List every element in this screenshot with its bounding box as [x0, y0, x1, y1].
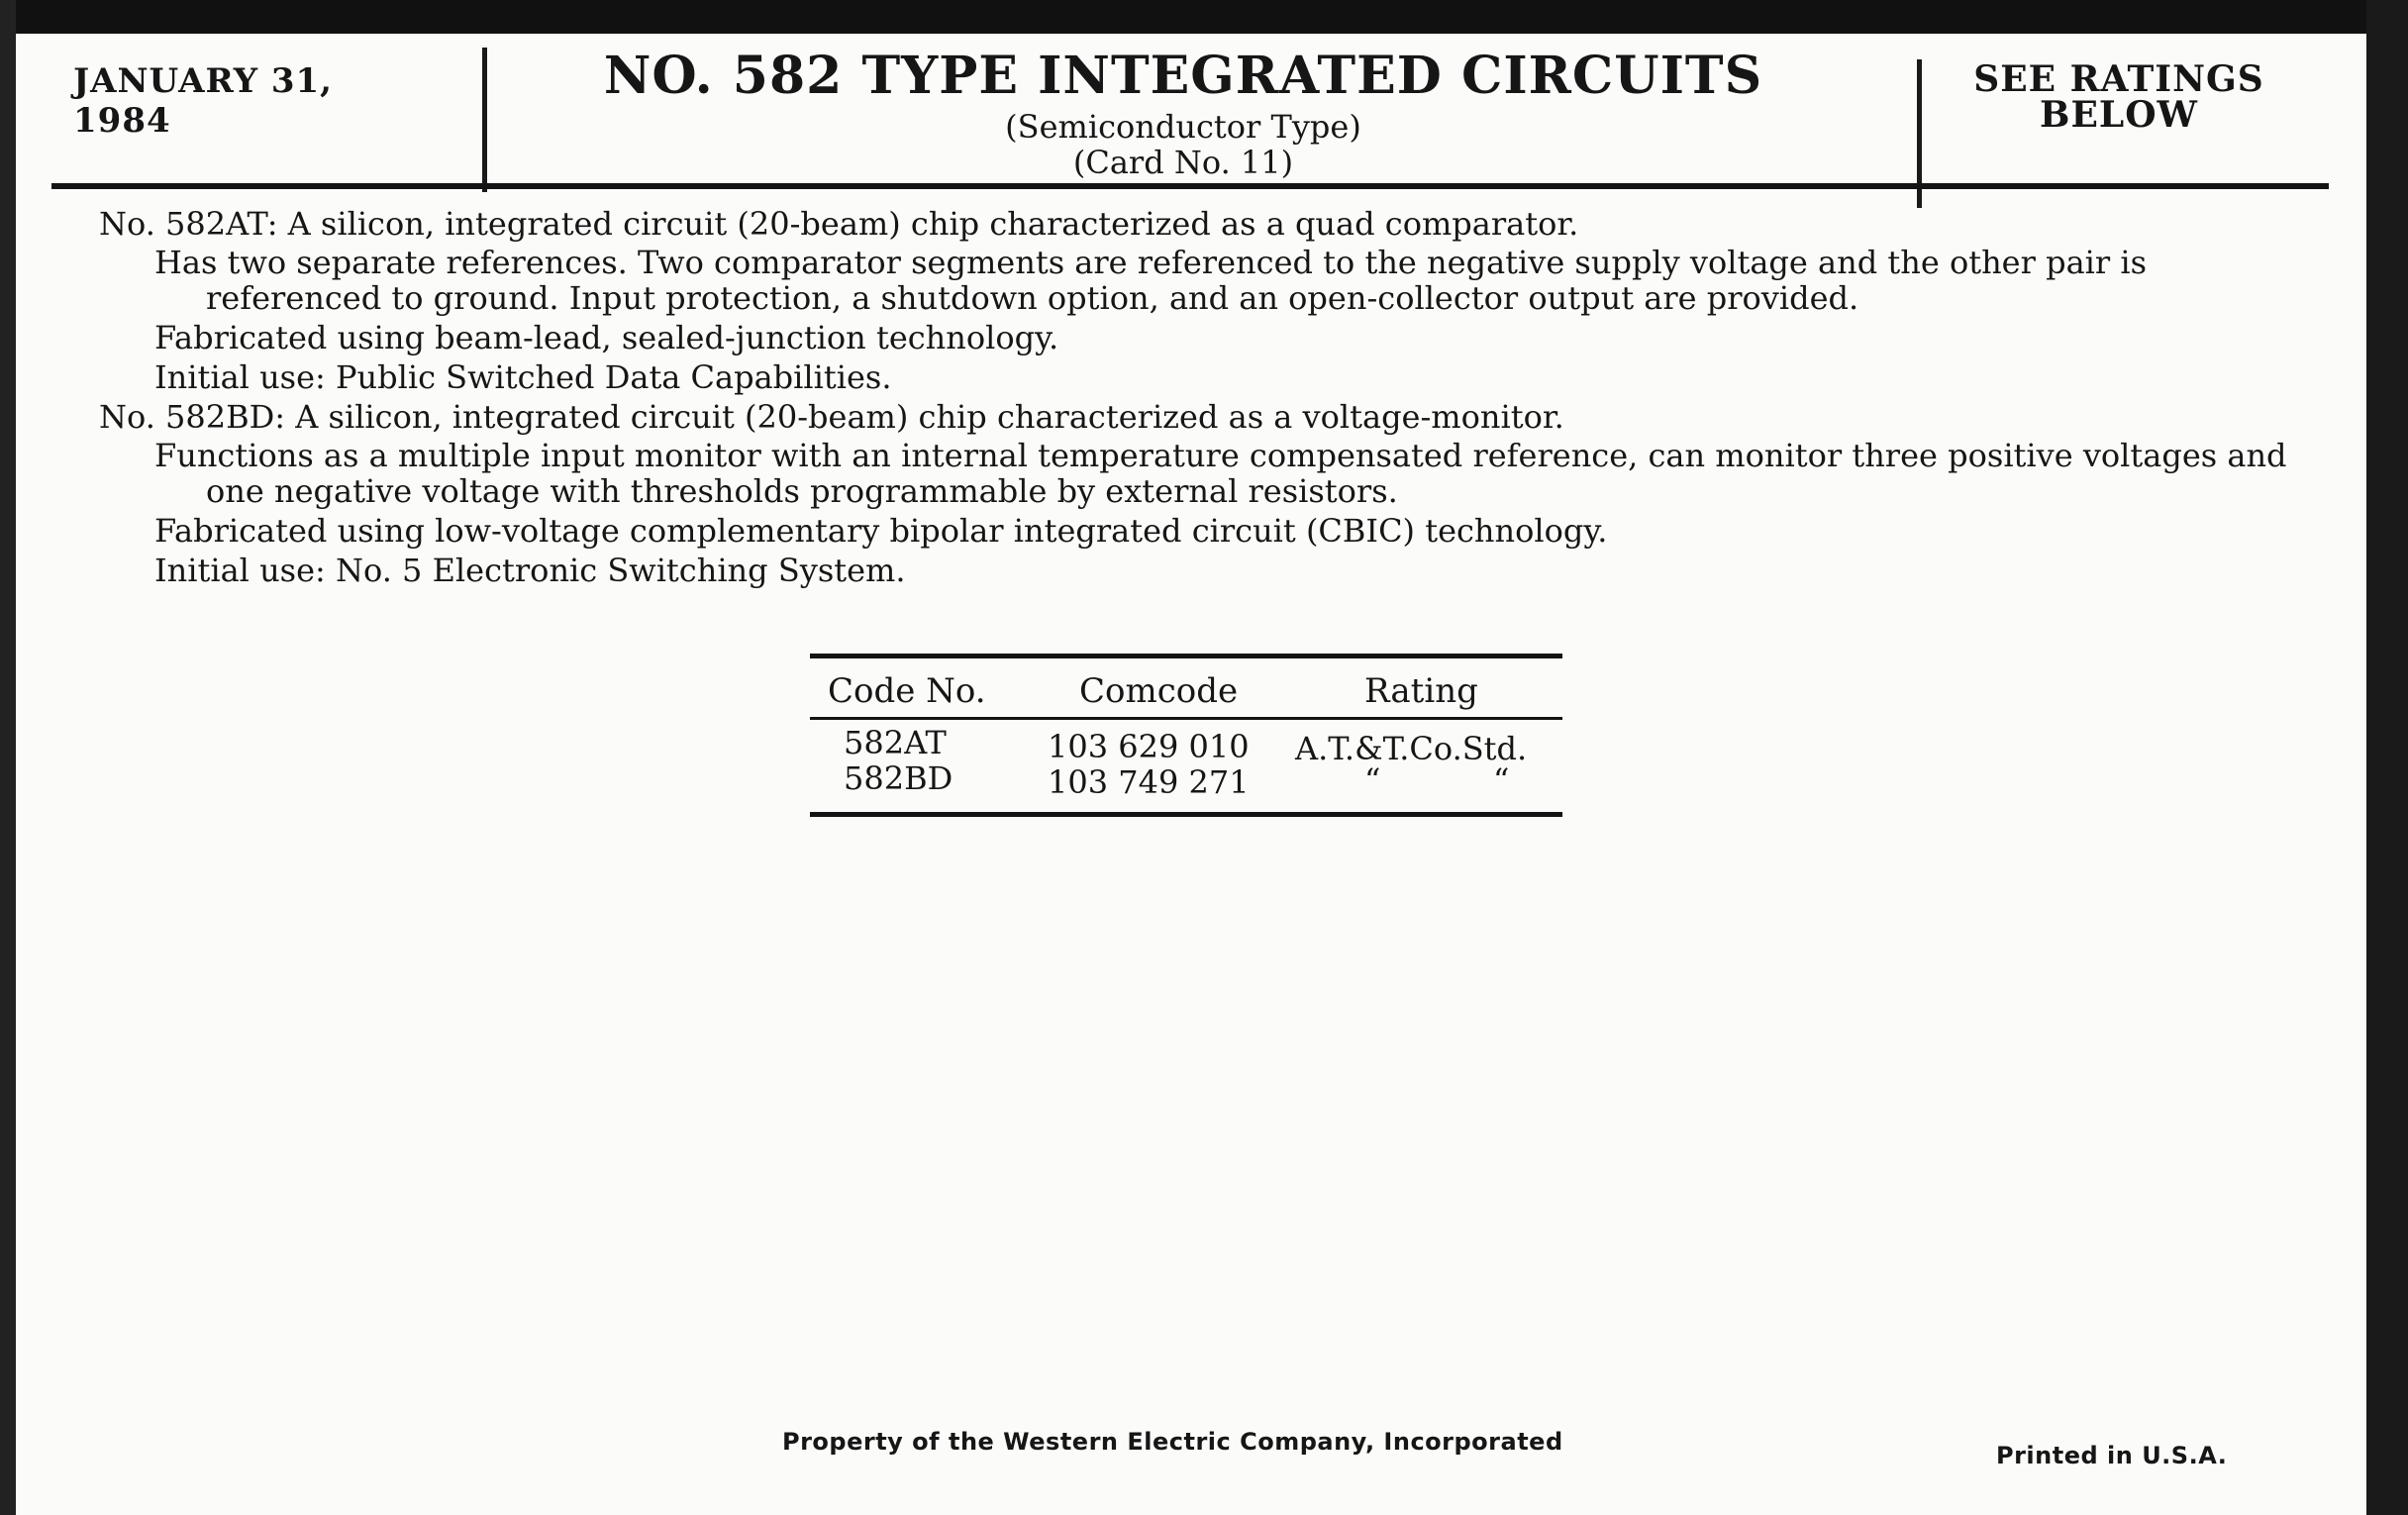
table-cell-ditto: “ — [1493, 761, 1510, 799]
footer-printed: Printed in U.S.A. — [1996, 1442, 2228, 1469]
table-cell-code: 582AT — [844, 724, 947, 761]
table-header-rule — [810, 717, 1562, 720]
entry-heading-582bd: No. 582BD: A silicon, integrated circuit (20-beam) chip characterized as a voltage-monitor. — [99, 398, 1564, 436]
ratings-note — [1941, 58, 2297, 136]
entry-heading-582at: No. 582AT: A silicon, integrated circuit (20-beam) chip characterized as a quad comparator. — [99, 205, 1579, 243]
scan-border-right — [2366, 0, 2408, 1515]
table-cell-code: 582BD — [844, 759, 953, 797]
entry-initial-use-582bd: Initial use: No. 5 Electronic Switching System. — [154, 552, 906, 589]
header-rule — [51, 183, 2329, 189]
entry-initial-use-582at: Initial use: Public Switched Data Capabilities. — [154, 358, 892, 396]
card-date: JANUARY 31, 1984 — [73, 61, 333, 141]
card-number: (Card No. 11) — [1072, 144, 1294, 181]
table-bottom-rule — [810, 812, 1562, 817]
entry-description-582at: Has two separate references. Two comparator segments are referenced to the negative supply voltage and the other pair is referenced to ground. Input protection, a shutdown option, and an open-collector output are provided. — [154, 244, 2147, 317]
table-cell-comcode: 103 749 271 — [1048, 763, 1250, 801]
column-header-rating: Rating — [1364, 671, 1478, 711]
entry-fabrication-582at: Fabricated using beam-lead, sealed-junction technology. — [154, 319, 1059, 356]
header-title-block — [465, 44, 1901, 180]
table-cell-comcode: 103 629 010 — [1048, 728, 1250, 765]
page-title: NO. 582 TYPE INTEGRATED CIRCUITS — [603, 46, 1763, 106]
ratings-note-line1: SEE RATINGS — [1973, 58, 2264, 100]
entry-fabrication-582bd: Fabricated using low-voltage complementary bipolar integrated circuit (CBIC) technology. — [154, 512, 1608, 550]
page-subtitle: (Semiconductor Type) — [1005, 108, 1361, 146]
table-cell-ditto: “ — [1364, 761, 1381, 799]
ratings-note-line2: BELOW — [2040, 94, 2198, 136]
scan-border-left — [0, 0, 16, 1515]
table-top-rule — [810, 654, 1562, 658]
entry-description-582bd: Functions as a multiple input monitor with an internal temperature compensated reference, can monitor three positive voltages and one negative voltage with thresholds programmable by external resistors. — [154, 437, 2287, 510]
column-header-code: Code No. — [828, 671, 986, 711]
footer-property: Property of the Western Electric Company, Incorporated — [782, 1428, 1563, 1456]
table-cell-rating: A.T.&T.Co.Std. — [1295, 730, 1528, 767]
card-body — [99, 206, 2297, 592]
column-header-comcode: Comcode — [1079, 671, 1239, 711]
scan-border-top — [0, 0, 2408, 34]
